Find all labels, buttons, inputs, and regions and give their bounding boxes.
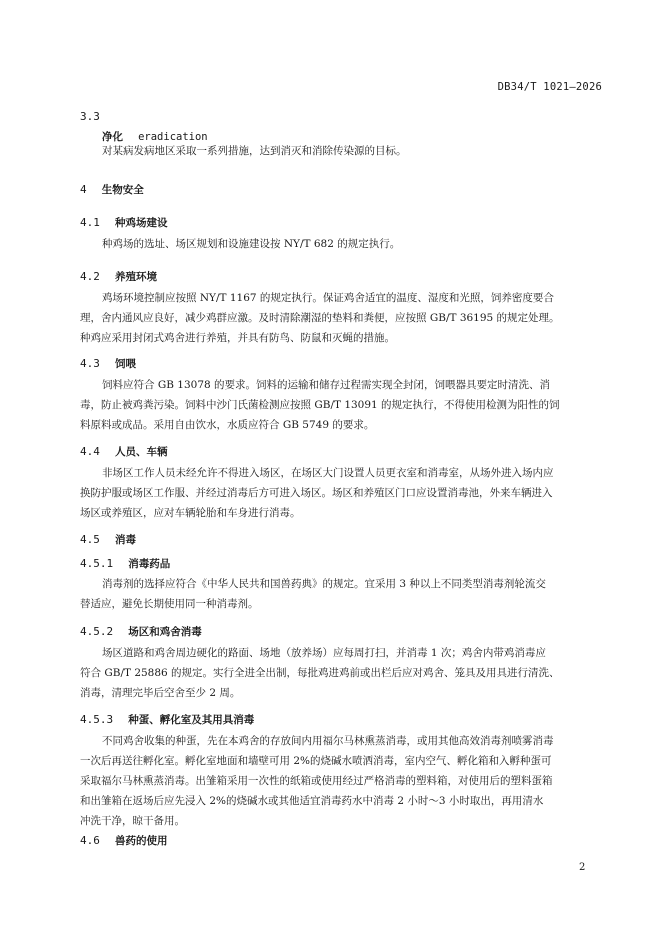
page-number: 2: [579, 862, 586, 873]
section-4-4-text: [80, 463, 600, 523]
section-title: 种鸡场建设: [114, 217, 168, 229]
section-title: 养殖环境: [114, 271, 157, 283]
section-title: 兽药的使用: [114, 835, 168, 847]
section-number: 4.4: [80, 445, 100, 458]
section-title: 消毒: [114, 534, 136, 546]
text-line: 冲洗干净，晾干备用。: [80, 815, 185, 827]
text-line: 采取福尔马林熏蒸消毒。出雏箱采用一次性的纸箱或使用经过严格消毒的塑料箱，对使用后的塑料蛋箱: [80, 775, 553, 787]
section-title: 生物安全: [101, 184, 144, 196]
section-4-5-heading: [80, 528, 136, 547]
text-line: 种鸡应采用封闭式鸡舍进行养殖，并具有防鸟、防鼠和灭蝇的措施。: [80, 332, 395, 344]
section-4-3-text: [80, 375, 600, 435]
section-number: 4.5.1: [80, 557, 114, 570]
section-4-2-text: [80, 288, 600, 348]
text-line: 理，舍内通风应良好，减少鸡群应激。及时清除潮湿的垫料和粪便，应按照 GB/T 36195 的规定处理。: [80, 312, 560, 324]
text-line: 饲料应符合 GB 13078 的要求。饲料的运输和储存过程需实现全封闭，饲喂器具要定时清洗、消: [102, 379, 551, 391]
text-line: 鸡场环境控制应按照 NY/T 1167 的规定执行。保证鸡舍适宜的温度、湿度和光照，饲养密度要合: [102, 292, 554, 304]
text-line: 料原料或成品。采用自由饮水，水质应符合 GB 5749 的要求。: [80, 419, 375, 431]
section-4-5-3-heading: [80, 708, 254, 727]
section-4-5-2-text: [80, 643, 600, 703]
section-4-5-2-heading: [80, 620, 202, 639]
section-title: 消毒药品: [128, 558, 171, 570]
term-english: eradication: [138, 131, 208, 143]
section-title: 饲喂: [114, 358, 136, 370]
section-number: 4.5: [80, 533, 100, 546]
text-line: 替适应，避免长期使用同一种消毒剂。: [80, 598, 259, 610]
document-id: DB34/T 1021—2026: [497, 81, 602, 93]
section-number: 4.2: [80, 270, 100, 283]
section-4-5-1-text: [80, 574, 600, 614]
section-4-1-text: [80, 234, 600, 254]
text-line: 种鸡场的选址、场区规划和设施建设按 NY/T 682 的规定执行。: [102, 238, 401, 250]
section-number: 4.6: [80, 834, 100, 847]
term-chinese: 净化: [102, 131, 123, 143]
term-definition: 对某病发病地区采取一系列措施，达到消灭和消除传染源的目标。: [102, 145, 407, 157]
section-number: 4.5.3: [80, 713, 114, 726]
section-number: 4.3: [80, 357, 100, 370]
text-line: 不同鸡舍收集的种蛋，先在本鸡舍的存放间内用福尔马林熏蒸消毒，或用其他高效消毒剂喷雾消毒: [102, 735, 554, 747]
section-title: 种蛋、孵化室及其用具消毒: [128, 714, 255, 726]
text-line: 非场区工作人员未经允许不得进入场区，在场区大门设置人员更衣室和消毒室，从场外进入场内应: [102, 467, 554, 479]
section-number: 4.1: [80, 216, 100, 229]
section-4-heading: [80, 178, 144, 197]
section-number: 4.5.2: [80, 625, 114, 638]
term-entry: [102, 125, 208, 144]
section-4-1-heading: [80, 211, 167, 230]
text-line: 场区道路和鸡舍周边硬化的路面、场地（放养场）应每周打扫，并消毒 1 次；鸡舍内带鸡消毒应: [102, 647, 546, 659]
text-line: 消毒，清理完毕后空舍至少 2 周。: [80, 687, 241, 699]
section-4-2-heading: [80, 265, 157, 284]
section-4-5-1-heading: [80, 552, 170, 571]
section-title: 场区和鸡舍消毒: [128, 626, 202, 638]
text-line: 消毒剂的选择应符合《中华人民共和国兽药典》的规定。宜采用 3 种以上不同类型消毒剂轮流交: [102, 578, 546, 590]
section-4-4-heading: [80, 440, 167, 459]
text-line: 一次后再送往孵化室。孵化室地面和墙壁可用 2%的烧碱水喷洒消毒，室内空气、孵化箱和入孵种蛋可: [80, 755, 552, 767]
section-3-3-number: 3.3: [80, 110, 100, 123]
section-4-5-3-text: [80, 731, 600, 831]
text-line: 换防护服或场区工作服、并经过消毒后方可进入场区。场区和养殖区门口应设置消毒池，外来车辆进入: [80, 487, 553, 499]
section-title: 人员、车辆: [114, 446, 168, 458]
text-line: 和出雏箱在返场后应先浸入 2%的烧碱水或其他适宜消毒药水中消毒 2 小时～3 小时取出，再用清水: [80, 795, 544, 807]
section-4-3-heading: [80, 352, 136, 371]
section-number: 4: [80, 183, 87, 196]
text-line: 场区或养殖区，应对车辆轮胎和车身进行消毒。: [80, 507, 301, 519]
text-line: 毒，防止被鸡粪污染。饲料中沙门氏菌检测应按照 GB/T 13091 的规定执行，不得使用检测为阳性的饲: [80, 399, 560, 411]
section-4-6-heading: [80, 829, 167, 848]
text-line: 符合 GB/T 25886 的规定。实行全进全出制，每批鸡进鸡前或出栏后应对鸡舍、笼具及用具进行清洗、: [80, 667, 560, 679]
